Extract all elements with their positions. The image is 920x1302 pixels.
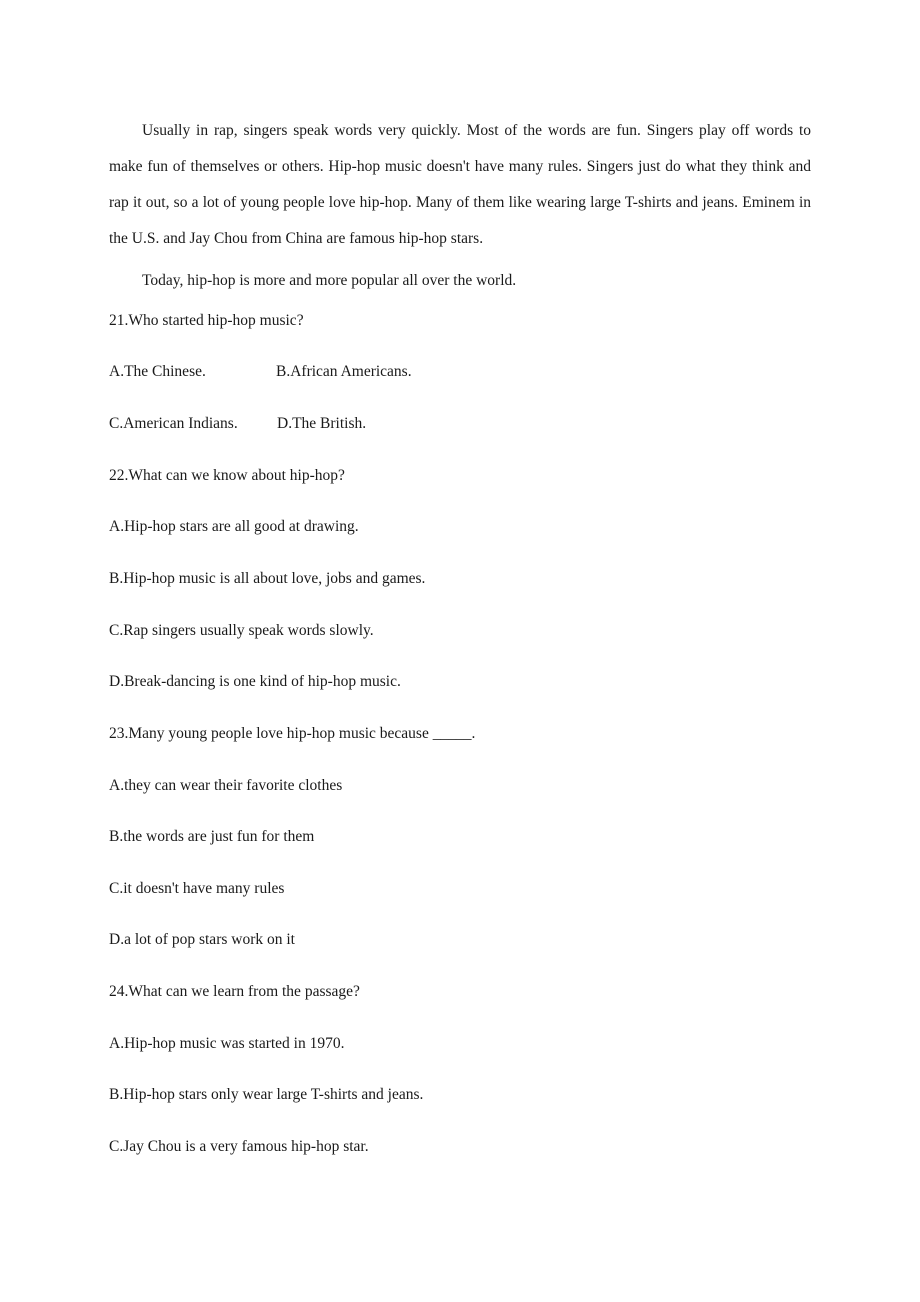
question-21-stem: 21.Who started hip-hop music? xyxy=(109,312,304,329)
question-22-option-c: C.Rap singers usually speak words slowly. xyxy=(109,622,374,639)
question-23-option-d: D.a lot of pop stars work on it xyxy=(109,931,295,948)
passage-paragraph: Usually in rap, singers speak words very quickly. Most of the words are fun. Singers play off words to make fun of themselves or others. Hip-hop music doesn't have many rules. Singers just do what they think and rap it out, so a lot of young people love hip-hop. Many of them like wearing large T-shirts and jeans. Eminem in the U.S. and Jay Chou from China are famous hip-hop stars. xyxy=(109,122,811,247)
question-22-stem: 22.What can we know about hip-hop? xyxy=(109,467,345,484)
question-23-stem: 23.Many young people love hip-hop music because _____. xyxy=(109,725,476,742)
question-23-option-b: B.the words are just fun for them xyxy=(109,828,315,845)
question-24-option-c: C.Jay Chou is a very famous hip-hop star. xyxy=(109,1138,369,1155)
question-22-option-a: A.Hip-hop stars are all good at drawing. xyxy=(109,518,359,535)
reading-passage xyxy=(109,113,811,299)
question-24-option-b: B.Hip-hop stars only wear large T-shirts and jeans. xyxy=(109,1086,424,1103)
passage-paragraph: Today, hip-hop is more and more popular all over the world. xyxy=(142,272,517,289)
question-23-option-a: A.they can wear their favorite clothes xyxy=(109,777,343,794)
question-21-option-a: A.The Chinese. xyxy=(109,363,206,380)
question-24-option-a: A.Hip-hop music was started in 1970. xyxy=(109,1035,345,1052)
question-23-option-c: C.it doesn't have many rules xyxy=(109,880,285,897)
question-24-stem: 24.What can we learn from the passage? xyxy=(109,983,360,1000)
question-21-option-c: C.American Indians. xyxy=(109,415,238,432)
question-22-option-d: D.Break-dancing is one kind of hip-hop music. xyxy=(109,673,401,690)
question-22-option-b: B.Hip-hop music is all about love, jobs and games. xyxy=(109,570,426,587)
question-21-option-d: D.The British. xyxy=(277,415,367,432)
question-21-option-b: B.African Americans. xyxy=(276,363,412,380)
